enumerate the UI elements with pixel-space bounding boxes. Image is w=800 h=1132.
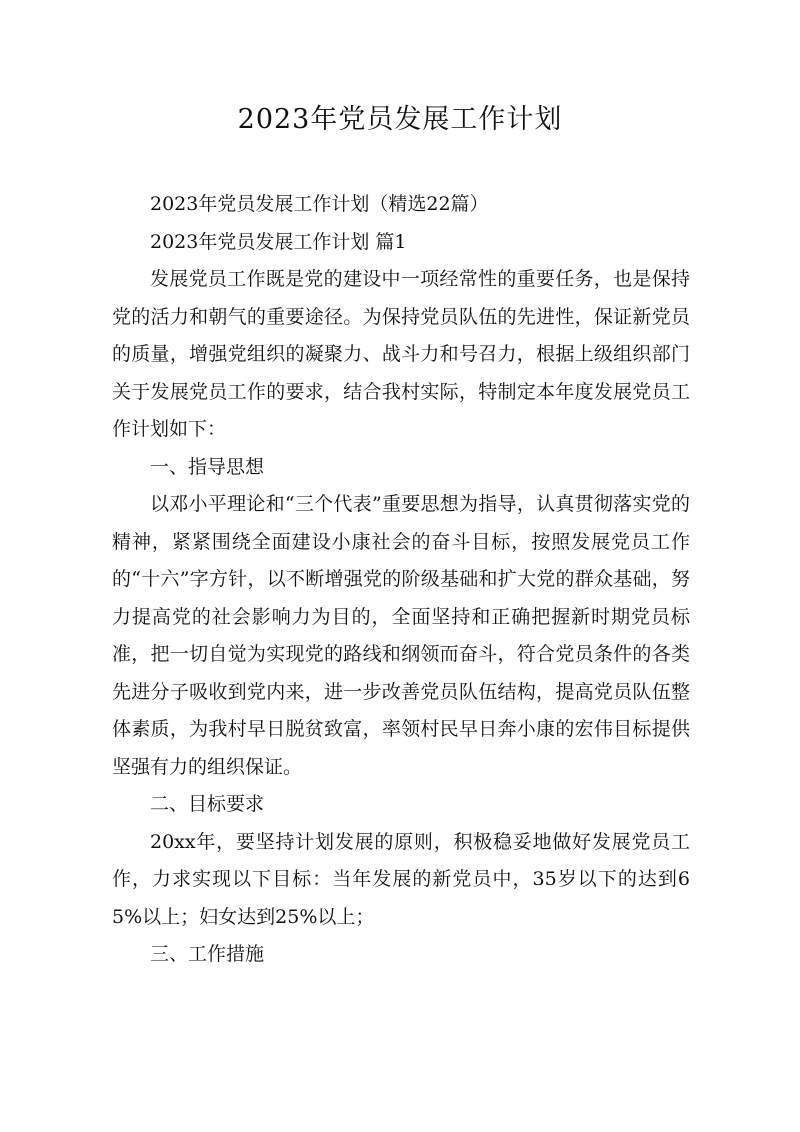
subtitle-line: 2023年党员发展工作计划（精选22篇） bbox=[150, 193, 489, 215]
heading-measures: 三、工作措施 bbox=[150, 943, 265, 965]
goals-paragraph: 20xx年，要坚持计划发展的原则，积极稳妥地做好发展党员工作，力求实现以下目标：当年发展的新党员中，35岁以下的达到65%以上；妇女达到25%以上； bbox=[112, 830, 690, 928]
section-title-line: 2023年党员发展工作计划 篇1 bbox=[150, 230, 407, 253]
document-title: 2023年党员发展工作计划 bbox=[237, 104, 563, 135]
intro-paragraph: 发展党员工作既是党的建设中一项经常性的重要任务，也是保持党的活力和朝气的重要途径。为保持党员队伍的先进性，保证新党员的质量，增强党组织的凝聚力、战斗力和号召力，根据上级组织部门关于发展党员工作的要求，结合我村实际，特制定本年度发展党员工作计划如下： bbox=[112, 268, 690, 440]
guiding-ideology-paragraph: 以邓小平理论和“三个代表”重要思想为指导，认真贯彻落实党的精神，紧紧围绕全面建设小康社会的奋斗目标，按照发展党员工作的“十六”字方针，以不断增强党的阶级基础和扩大党的群众基础，努力提高党的社会影响力为目的，全面坚持和正确把握新时期党员标准，把一切自觉为实现党的路线和纲领而奋斗，符合党员条件的各类先进分子吸收到党内来，进一步改善党员队伍结构，提高党员队伍整体素质，为我村早日脱贫致富，率领村民早日奔小康的宏伟目标提供坚强有力的组织保证。 bbox=[112, 493, 690, 778]
document-body bbox=[112, 186, 690, 974]
heading-goals: 二、目标要求 bbox=[150, 793, 265, 815]
heading-guiding-ideology: 一、指导思想 bbox=[150, 455, 265, 478]
